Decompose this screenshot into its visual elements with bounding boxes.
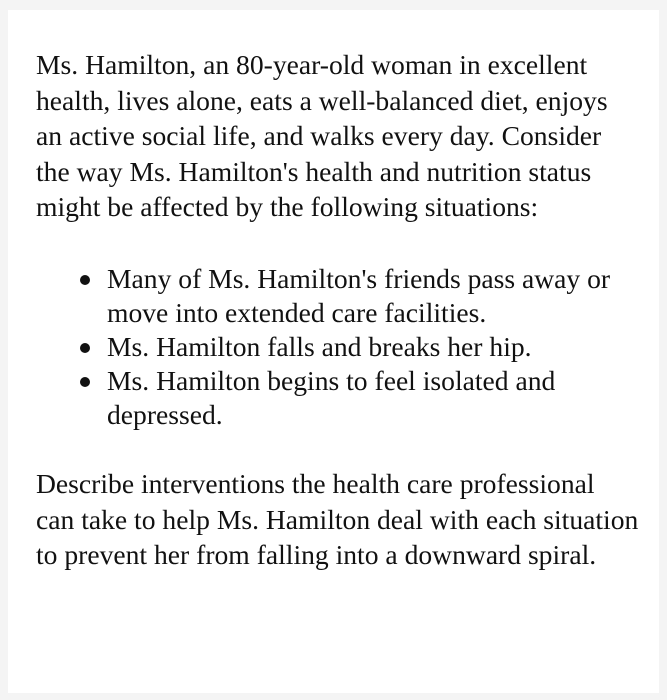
bullet-icon (80, 343, 90, 353)
situation-text: Many of Ms. Hamilton's friends pass away or move into extended care facilities. (107, 262, 611, 328)
intro-paragraph: Ms. Hamilton, an 80-year-old woman in excellent health, lives alone, eats a well-balanced diet, enjoys an active social life, and walks every day. Consider the way Ms. Hamilton's health and nutrition status might be affected by the following situations: (36, 49, 608, 223)
situations-list (36, 262, 639, 432)
bullet-icon (80, 377, 90, 387)
situation-text: Ms. Hamilton begins to feel isolated and depressed. (107, 364, 556, 430)
question-card (8, 10, 659, 693)
list-item (36, 330, 639, 364)
bullet-icon (80, 275, 90, 285)
list-item (36, 364, 639, 432)
prompt-paragraph: Describe interventions the health care professional can take to help Ms. Hamilton deal with each situation to prevent her from falling into a downward spiral. (36, 467, 639, 571)
list-item (36, 262, 639, 330)
situation-text: Ms. Hamilton falls and breaks her hip. (107, 330, 532, 362)
